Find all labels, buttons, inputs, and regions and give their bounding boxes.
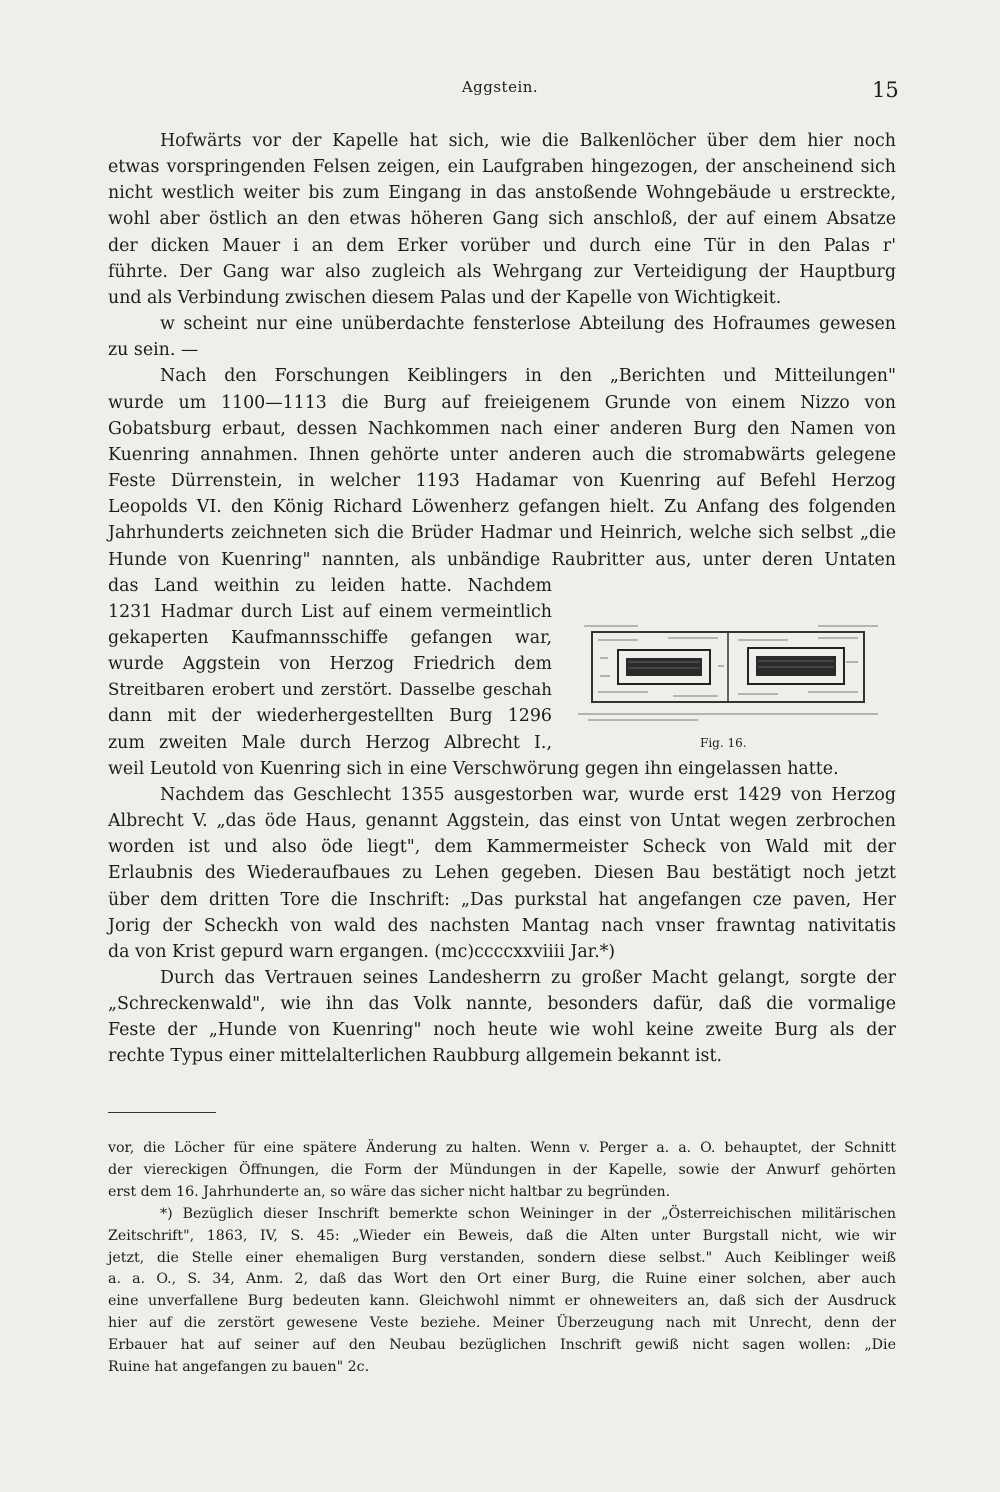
text-line: etwas vorspringenden Felsen zeigen, ein Laufgraben hingezogen, der anscheinend sich: [108, 157, 896, 178]
text-line: Nach den Forschungen Keiblingers in den „Berichten und Mitteilungen": [160, 366, 896, 387]
text-line: Durch das Vertrauen seines Landesherrn zu großer Macht gelangt, sorgte der: [160, 968, 896, 988]
footnote-line: vor, die Löcher für eine spätere Änderung zu halten. Wenn v. Perger a. a. O. behauptet, der Schnitt: [108, 1140, 896, 1156]
footnote-line: Zeitschrift", 1863, IV, S. 45: „Wieder ein Beweis, daß die Alten unter Burgstall nicht, wie wir: [108, 1227, 896, 1244]
text-line: Jorig der Scheckh von wald des nachsten Mantag nach vnser frawntag nativitatis: [108, 915, 896, 936]
text-line: und als Verbindung zwischen diesem Palas und der Kapelle von Wichtigkeit.: [108, 287, 782, 308]
text-line: Feste Dürrenstein, in welcher 1193 Hadamar von Kuenring auf Befehl Herzog: [108, 471, 896, 492]
text-line: über dem dritten Tore die Inschrift: „Das purkstal hat angefangen cze paven, Her: [108, 889, 896, 910]
figure-caption: Fig. 16.: [700, 736, 747, 750]
text-line: worden ist und also öde liegt", dem Kammermeister Scheck von Wald mit der: [108, 837, 896, 858]
text-line: Leopolds VI. den König Richard Löwenherz gefangen hielt. Zu Anfang des folgenden: [108, 497, 896, 518]
footnote-line: jetzt, die Stelle einer ehemaligen Burg verstanden, sondern diese selbst." Auch Keiblinger weiß: [108, 1249, 896, 1266]
text-line: wohl aber östlich an den etwas höheren Gang sich anschloß, der auf einem Absatze: [108, 209, 896, 230]
text-line: Albrecht V. „das öde Haus, genannt Aggstein, das einst von Untat wegen zerbrochen: [108, 811, 896, 832]
text-line: Feste der „Hunde von Kuenring" noch heute wie wohl keine zweite Burg als der: [108, 1020, 896, 1041]
footnote-line: erst dem 16. Jahrhunderte an, so wäre das sicher nicht haltbar zu begründen.: [108, 1183, 671, 1200]
paragraph: [108, 965, 896, 1070]
text-line: Gobatsburg erbaut, dessen Nachkommen nach einer anderen Burg den Namen von: [108, 418, 896, 439]
text-line: der dicken Mauer i an dem Erker vorüber und durch eine Tür in den Palas r': [108, 235, 896, 256]
footnote-line: hier auf die zerstört gewesene Veste beziehe. Meiner Überzeugung nach mit Unrecht, denn der: [108, 1315, 896, 1332]
text-line: da von Krist gepurd warn ergangen. (mc)ccccxxviiii Jar.*): [108, 941, 616, 962]
footnote-line: eine unverfallene Burg bedeuten kann. Gleichwohl nimmt er ohneweiters an, daß sich der Ausdruck: [108, 1293, 896, 1310]
text-line: Nachdem das Geschlecht 1355 ausgestorben war, wurde erst 1429 von Herzog: [160, 784, 896, 805]
paragraph: [108, 128, 896, 311]
text-line: zum zweiten Male durch Herzog Albrecht I.,: [108, 732, 552, 753]
text-line: weil Leutold von Kuenring sich in eine Verschwörung gegen ihn eingelassen hatte.: [108, 758, 839, 779]
wall-openings-drawing: [578, 618, 898, 728]
footnotes: [108, 1138, 896, 1379]
footnote-line: Erbauer hat auf seiner auf den Neubau bezüglichen Inschrift gewiß nicht sagen wollen: „Die: [108, 1337, 896, 1354]
body-text: [108, 128, 896, 1070]
text-line: 1231 Hadmar durch List auf einem vermeintlich: [108, 601, 552, 622]
text-line: Kuenring annahmen. Ihnen gehörte unter anderen auch die stromabwärts gelegene: [108, 444, 896, 465]
text-line: Streitbaren erobert und zerstört. Dasselbe geschah: [108, 680, 552, 700]
page-number: 15: [872, 78, 899, 102]
text-line: nicht westlich weiter bis zum Eingang in das anstoßende Wohngebäude u erstreckte,: [108, 183, 896, 204]
text-line: zu sein. —: [108, 340, 199, 361]
text-line: „Schreckenwald", wie ihn das Volk nannte, besonders dafür, daß die vormalige: [108, 994, 896, 1015]
paragraph: [108, 311, 896, 363]
text-line: Hofwärts vor der Kapelle hat sich, wie die Balkenlöcher über dem hier noch: [160, 131, 896, 151]
text-line: Hunde von Kuenring" nannten, als unbändige Raubritter aus, unter deren Untaten: [108, 549, 896, 570]
footnote-line: a. a. O., S. 34, Anm. 2, daß das Wort den Ort einer Burg, die Ruine einer solchen, aber auch: [108, 1271, 896, 1288]
text-line: gekaperten Kaufmannsschiffe gefangen war,: [108, 627, 552, 648]
text-line: wurde um 1100—1113 die Burg auf freieigenem Grunde von einem Nizzo von: [108, 392, 896, 413]
text-line: dann mit der wiederhergestellten Burg 1296: [108, 706, 552, 727]
footnote-line: *) Bezüglich dieser Inschrift bemerkte schon Weininger in der „Österreichischen militärischen: [160, 1205, 896, 1222]
paragraph: [108, 782, 896, 965]
text-line: rechte Typus einer mittelalterlichen Raubburg allgemein bekannt ist.: [108, 1046, 722, 1067]
running-title: Aggstein.: [461, 78, 539, 96]
text-line: Jahrhunderts zeichneten sich die Brüder Hadmar und Heinrich, welche sich selbst „die: [108, 523, 896, 544]
text-line: Erlaubnis des Wiederaufbaues zu Lehen gegeben. Diesen Bau bestätigt noch jetzt: [108, 863, 896, 884]
footnote-divider: [108, 1112, 216, 1113]
footnote-line: der viereckigen Öffnungen, die Form der Mündungen in der Kapelle, sowie der Anwurf gehörten: [108, 1161, 896, 1178]
text-line: w scheint nur eine unüberdachte fensterlose Abteilung des Hofraumes gewesen: [160, 314, 896, 335]
footnote-line: Ruine hat angefangen zu bauen" 2c.: [108, 1359, 370, 1376]
text-line: führte. Der Gang war also zugleich als Wehrgang zur Verteidigung der Hauptburg: [108, 261, 896, 282]
text-line: wurde Aggstein von Herzog Friedrich dem: [108, 654, 552, 675]
text-line: das Land weithin zu leiden hatte. Nachdem: [108, 575, 552, 596]
